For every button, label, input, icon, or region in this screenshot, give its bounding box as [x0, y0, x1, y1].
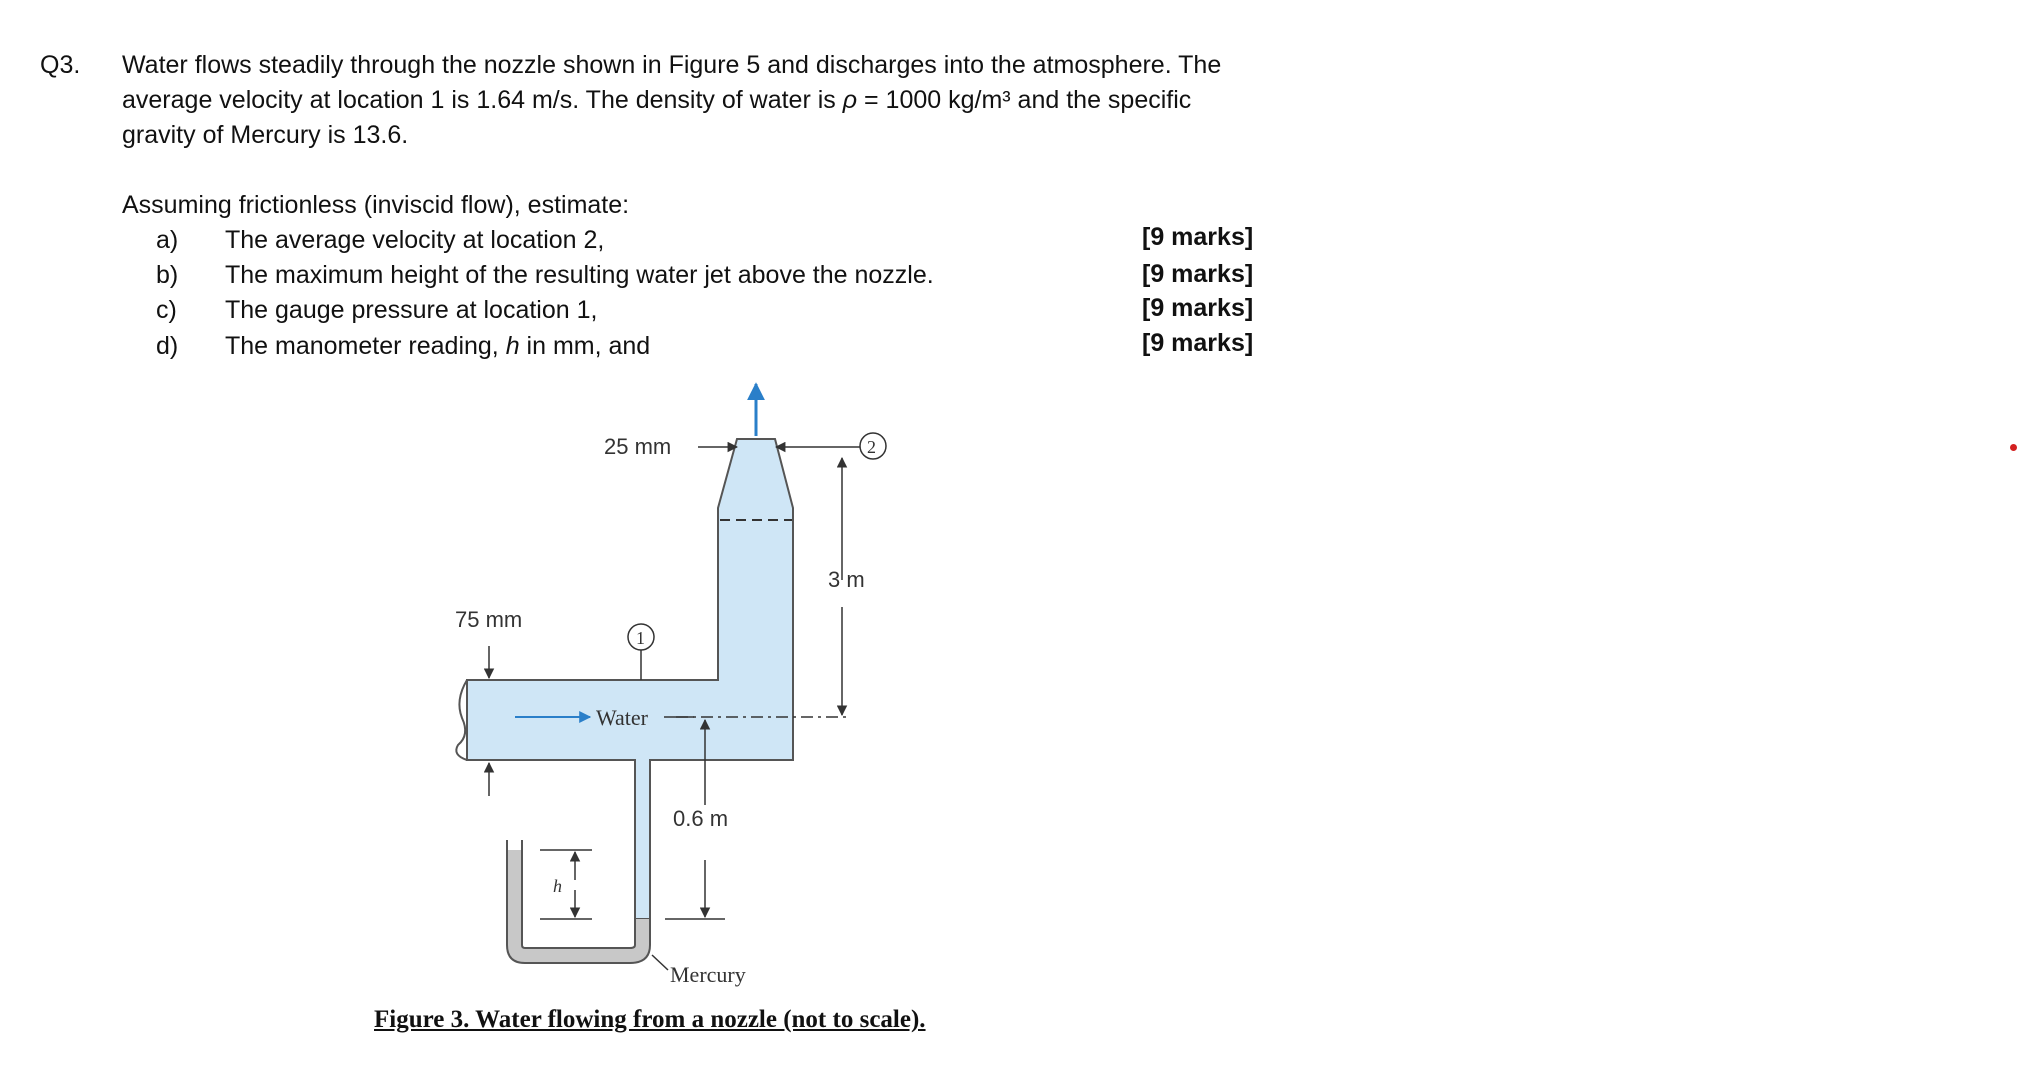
label-water: Water [596, 705, 648, 730]
stem-line-2b: = 1000 kg/m³ and the specific [857, 86, 1192, 114]
point-1-label: 1 [636, 628, 645, 648]
mercury-u [507, 919, 650, 963]
item-text: The maximum height of the resulting water jet above the nozzle. [225, 261, 934, 289]
right-leg-mercury [636, 919, 649, 929]
item-text-var: h [505, 332, 520, 360]
item-label: d) [156, 332, 179, 360]
red-dot [2010, 444, 2017, 451]
item-label: c) [156, 296, 177, 324]
label-mercury: Mercury [670, 962, 746, 987]
item-label: b) [156, 261, 179, 289]
point-2-label: 2 [867, 437, 876, 457]
mercury-leader [652, 955, 668, 970]
item-text-post: in mm, and [519, 332, 651, 360]
stem-line-3: gravity of Mercury is 13.6. [122, 121, 409, 149]
item-label: a) [156, 226, 179, 254]
marks-a: [9 marks] [1142, 223, 1254, 251]
item-text: The gauge pressure at location 1, [225, 296, 598, 324]
water-body [467, 439, 793, 919]
marks-d: [9 marks] [1142, 329, 1254, 357]
label-06m: 0.6 m [673, 806, 729, 831]
figure-caption: Figure 3. Water flowing from a nozzle (not to scale). [374, 1006, 926, 1033]
stem-line-1: Water flows steadily through the nozzle shown in Figure 5 and discharges into the atmosphere. The [122, 51, 1222, 79]
marks-c: [9 marks] [1142, 294, 1254, 322]
pipe-cut [456, 680, 467, 760]
label-75mm: 75 mm [455, 607, 523, 632]
stem-line-2a: average velocity at location 1 is 1.64 m/s. The density of water is [122, 86, 843, 114]
question-number: Q3. [40, 51, 81, 79]
question-intro: Assuming frictionless (inviscid flow), estimate: [122, 191, 630, 219]
item-text: The average velocity at location 2, [225, 226, 605, 254]
label-h: h [553, 876, 562, 896]
left-leg-mercury [508, 850, 521, 920]
rho-symbol: ρ [842, 86, 858, 114]
label-25mm: 25 mm [604, 434, 672, 459]
marks-b: [9 marks] [1142, 260, 1254, 288]
label-3m: 3 m [828, 567, 865, 592]
item-text-pre: The manometer reading, [225, 332, 506, 360]
